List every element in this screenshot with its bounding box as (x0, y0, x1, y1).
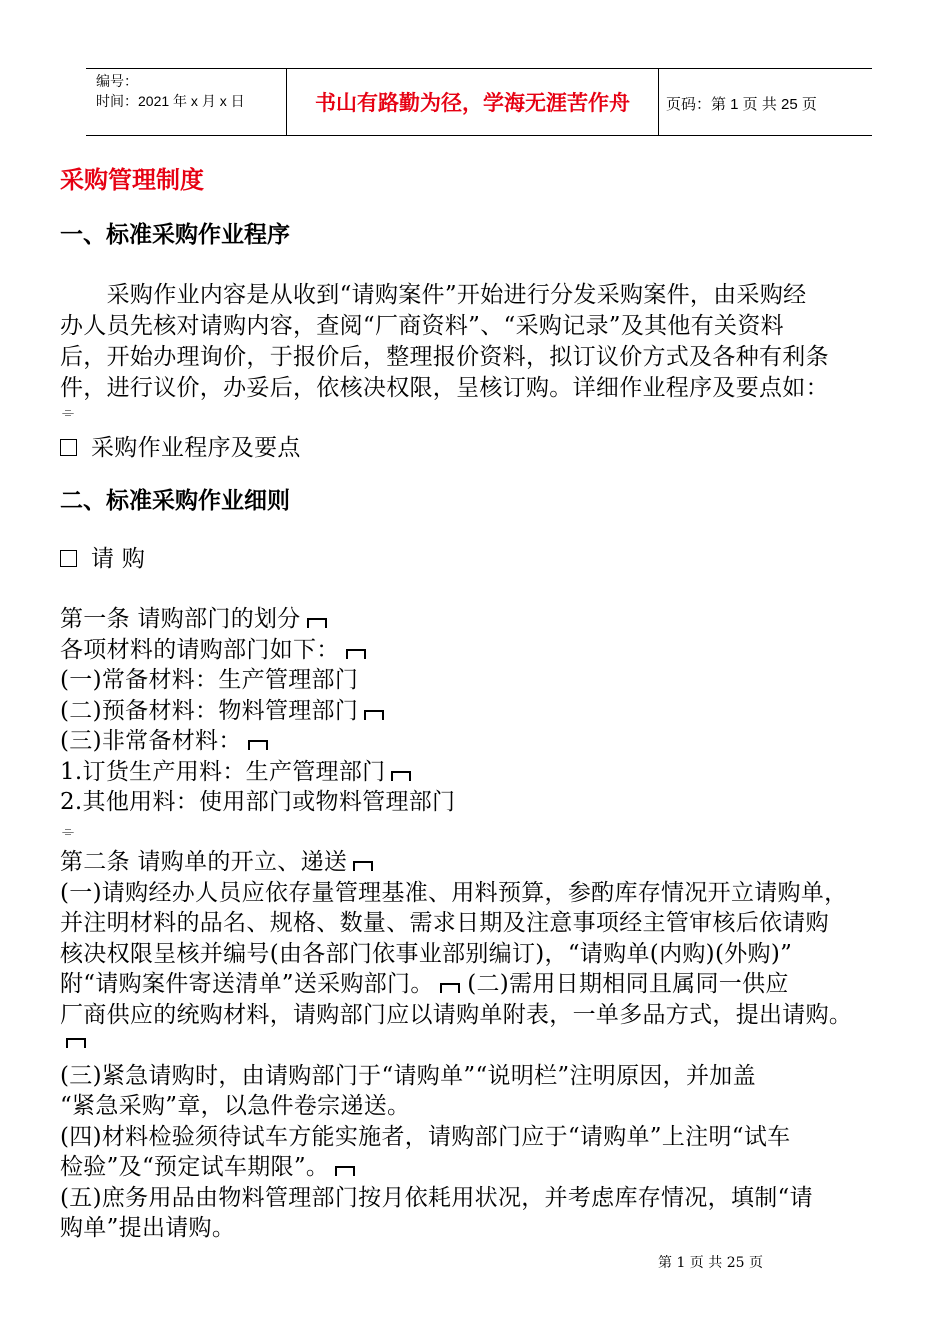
page-info: 页码：第 1 页 共 25 页 (666, 96, 817, 113)
text-line (60, 1118, 790, 1151)
text-line (60, 600, 327, 633)
text-line-content: 第一条 请购部门的划分 (60, 606, 301, 632)
paragraph-mark: ⌯ (62, 403, 75, 421)
return-mark-icon (335, 1166, 355, 1176)
text-line-content: (二)预备材料：物料管理部门 (60, 697, 359, 724)
return-mark-icon (66, 1038, 86, 1048)
return-mark-icon (440, 983, 460, 993)
text-line-content: “紧急采购”章，以急件卷宗递送。 (60, 1093, 411, 1119)
time-label: 时间：2021 年 x 月 x 日 (96, 93, 245, 109)
text-line (60, 965, 789, 998)
text-line (60, 722, 268, 755)
return-mark-icon (364, 710, 384, 720)
return-mark-icon (248, 740, 268, 750)
text-line-content: 检验”及“预定试车期限”。 (60, 1154, 330, 1180)
header-meta-cell (86, 69, 287, 135)
para1-line-4: 件，进行议价，办妥后，依核决权限，呈核订购。详细作业程序及要点如： (60, 375, 829, 401)
text-line-content: (三)紧急请购时，由请购部门于“请购单”“说明栏”注明原因，并加盖 (60, 1062, 756, 1089)
text-line (60, 1057, 756, 1090)
text-line-content: (三)非常备材料： (60, 728, 242, 754)
text-line-content: 购单”提出请购。 (60, 1215, 236, 1241)
text-line (60, 1026, 86, 1052)
text-line (60, 783, 455, 816)
return-mark-icon (353, 861, 373, 871)
text-line (60, 1148, 355, 1181)
motto: 书山有路勤为径，学海无涯苦作舟 (287, 69, 659, 135)
section-heading-2: 二、标准采购作业细则 (60, 488, 290, 514)
section-heading-1: 一、标准采购作业程序 (60, 222, 290, 248)
text-line (60, 996, 852, 1029)
text-line-content: (一)常备材料：生产管理部门 (60, 667, 359, 693)
checkbox-icon (60, 439, 77, 456)
paragraph-mark: ⌯ (62, 822, 75, 840)
text-line-content: 第二条 请购单的开立、递送 (60, 849, 348, 875)
text-line-content: (四)材料检验须待试车方能实施者，请购部门应于“请购单”上注明“试车 (60, 1123, 791, 1150)
para1-line-3: 后，开始办理询价，于报价后，整理报价资料，拟订议价方式及各种有利条 (60, 344, 829, 370)
text-line-content: 1.订货生产用料：生产管理部门 (60, 758, 386, 785)
text-line (60, 843, 373, 876)
text-line-content: 并注明材料的品名、规格、数量、需求日期及注意事项经主管审核后依请购 (60, 910, 829, 936)
number-label: 编号： (96, 73, 138, 89)
text-line-content: (五)庶务用品由物料管理部门按月依耗用状况，并考虑库存情况，填制“请 (60, 1184, 813, 1211)
checkbox-item-1-label: 采购作业程序及要点 (91, 435, 301, 461)
checkbox-item-2-label: 请 购 (91, 546, 146, 572)
text-line (60, 904, 829, 937)
text-line (60, 1087, 410, 1120)
text-line (60, 935, 792, 968)
text-line (60, 692, 384, 725)
text-line (60, 753, 411, 786)
text-line-content: 附“请购案件寄送清单”送采购部门。 (60, 971, 434, 997)
doc-title: 采购管理制度 (60, 166, 204, 194)
checkbox-item-1 (60, 429, 301, 462)
checkbox-icon (60, 550, 77, 567)
text-line-content: (一)请购经办人员应依存量管理基准、用料预算，参酌库存情况开立请购单， (60, 879, 848, 906)
text-line-continuation: (二)需用日期相同且属同一供应 (459, 971, 789, 997)
text-line (60, 661, 358, 694)
text-line (60, 631, 366, 664)
text-line-content: 核决权限呈核并编号(由各部门依事业部别编订)，“请购单(内购)(外购)” (60, 940, 793, 967)
return-mark-icon (346, 649, 366, 659)
page-footer: 第 1 页 共 25 页 (658, 1255, 763, 1271)
text-line-content: 2.其他用料：使用部门或物料管理部门 (60, 789, 456, 815)
para1-line-1: 采购作业内容是从收到“请购案件”开始进行分发采购案件，由采购经 (60, 282, 807, 308)
text-line-content: 各项材料的请购部门如下： (60, 636, 340, 663)
text-line (60, 1209, 235, 1242)
checkbox-item-2 (60, 540, 145, 573)
para1-line-2: 办人员先核对请购内容，查阅“厂商资料”、“采购记录”及其他有关资料 (60, 313, 784, 339)
text-line (60, 874, 847, 907)
return-mark-icon (391, 771, 411, 781)
return-mark-icon (307, 618, 327, 628)
text-line-content: 厂商供应的统购材料，请购部门应以请购单附表，一单多品方式，提出请购。 (60, 1001, 853, 1028)
header-table (86, 68, 872, 136)
text-line (60, 1179, 813, 1212)
